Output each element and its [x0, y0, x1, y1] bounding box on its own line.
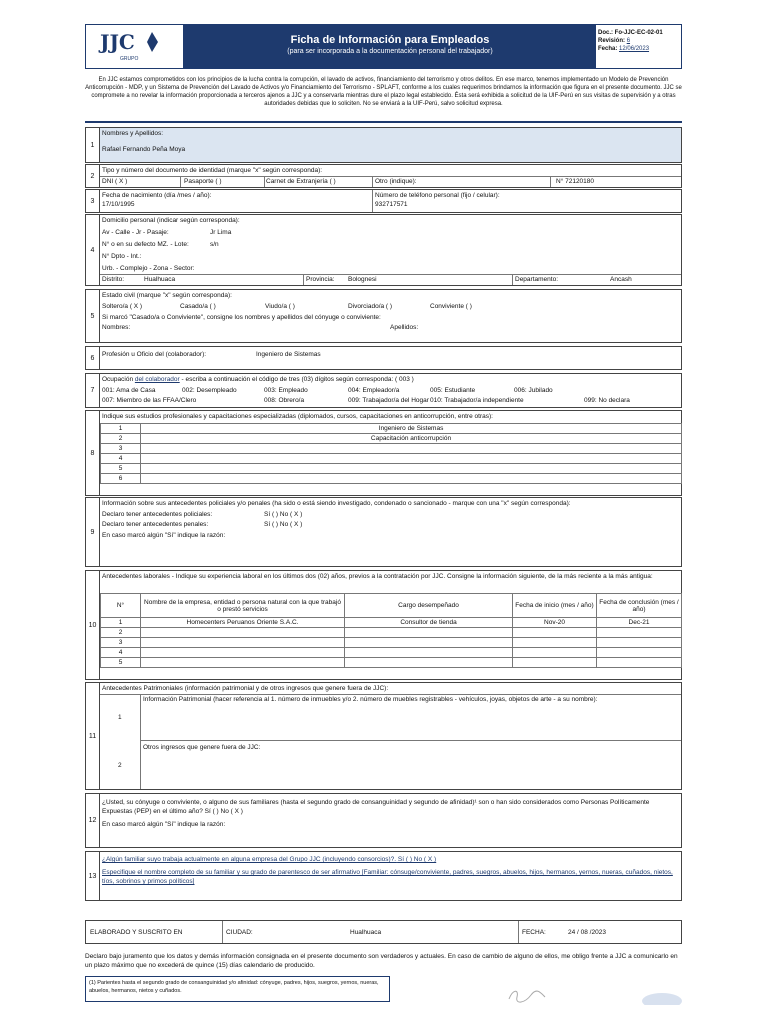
urb-label: Urb. - Complejo - Zona - Sector: [102, 265, 195, 272]
street-field[interactable]: Jr Lima [210, 229, 232, 236]
signed-in-label: ELABORADO Y SUSCRITO EN [90, 929, 183, 936]
section-2 [85, 164, 682, 188]
pep-question: ¿Usted, su cónyuge o conviviente, o alguno de sus familiares (hasta el segundo grado de consanguinidad y segundo de afinidad)¹ son o han sido considerados como Personas Políticamente Expuestas (PEP) en el último año? Sí ( ) No ( X ) [102, 799, 650, 815]
occupation-code: 003: Empleado [264, 387, 308, 394]
profession-label: Profesión u Oficio del (colaborador): [102, 351, 207, 358]
section-11 [85, 682, 682, 790]
section-1 [85, 127, 682, 163]
occupation-code: 099: No declara [584, 397, 630, 404]
id-doc-label: Tipo y número del documento de identidad (marque "x" según corresponda): [102, 167, 323, 174]
occupation-code: 008: Obrero/a [264, 397, 305, 404]
birth-field[interactable]: 17/10/1995 [102, 201, 135, 208]
city-label: CIUDAD: [226, 929, 253, 936]
logo-subtext: GRUPO [120, 56, 139, 62]
table-row: 2 Capacitación anticorrupción [101, 434, 682, 444]
declaration-text: Declaro bajo juramento que los datos y demás información consignada en el presente documento son verdaderos y actuales. En caso de cambio de alguno de ellos, me obligo frente a JJC a comunicarlo en un plazo máximo que no excederá de quince (15) días calendario de producido. [85, 953, 678, 969]
section-8 [85, 410, 682, 496]
assets-info-field[interactable]: Información Patrimonial (hacer referencia al 1. número de inmuebles y/o 2. número de muebles registrables - vehículos, joyas, objetos de arte - a su nombre): [143, 696, 598, 703]
section-number: 2 [86, 165, 100, 187]
date-line: Fecha: 12/06/2023 [598, 46, 650, 52]
casado-option[interactable]: Casado/a ( ) [180, 303, 216, 310]
section-number: 8 [86, 411, 100, 495]
table-header: N° Nombre de la empresa, entidad o persona natural con la que trabajó o prestó servicios Cargo desempeñado Fecha de inicio (mes / año) Fecha de conclusión (mes / año) [101, 594, 682, 618]
lot-label: N° o en su defecto MZ. - Lote: [102, 241, 189, 248]
carnet-option[interactable]: Carnet de Extranjería ( ) [266, 178, 336, 185]
table-row: 3 [101, 638, 682, 648]
section-number: 9 [86, 498, 100, 566]
section-number: 11 [86, 683, 100, 789]
otro-option[interactable]: Otro (indique): [375, 178, 417, 185]
section-4 [85, 214, 682, 286]
conviviente-option[interactable]: Conviviente ( ) [430, 303, 472, 310]
intro-text: En JJC estamos comprometidos con los principios de la lucha contra la corrupción, el lavado de activos, financiamiento del terrorismo y otros delitos. En ese marco, tenemos implementado un Modelo de Prevención Anticorrupción - MDP, y un Sistema de Prevención del Lavado de Activos y/o Financiamiento del Terrorismo - SPLAFT, conforme a los cuales requerimos brindarnos la información que figura en el presente documento. JJC se compromete a no revelar la información proporcionada a terceros ajenos a JJC y a conservarla mientras dure el plazo legal establecido. Ésta será exhibida a solicitud de la UIF-Perú en sus visitas de supervisión y a otras autoridades debidas que lo soliciten. No se enviará a la UIF-Perú, salvo solicitud expresa. [85, 77, 682, 107]
spouse-names-label: Nombres: [102, 324, 131, 331]
phone-label: Número de teléfono personal (fijo / celular): [375, 192, 500, 199]
section-10 [85, 570, 682, 680]
logo-text: JJC [100, 30, 135, 54]
studies-table [100, 423, 682, 484]
occupation-code: 010: Trabajador/a independiente [430, 397, 524, 404]
section-3 [85, 189, 682, 213]
date-label: FECHA: [522, 929, 546, 936]
doc-info [596, 25, 682, 68]
occupation-code: 004: Empleador/a [348, 387, 400, 394]
occupation-code: 005: Estudiante [430, 387, 476, 394]
criminal-label: Información sobre sus antecedentes policiales y/o penales (ha sido o está siendo investigado, condenado o sancionado - marque con una "x" según corresponda): [102, 500, 571, 507]
table-row: 6 [101, 474, 682, 484]
profession-field[interactable]: Ingeniero de Sistemas [256, 351, 321, 358]
name-field[interactable]: Rafael Fernando Peña Moya [102, 146, 186, 153]
birth-label: Fecha de nacimiento (día /mes / año): [102, 192, 212, 199]
spouse-surnames-label: Apellidos: [390, 324, 419, 331]
doc-code: Doc.: Fo-JJC-EC-02-01 [598, 30, 663, 36]
id-number-field[interactable]: N° 72120180 [556, 178, 595, 185]
relative-question: ¿Algún familiar suyo trabaja actualmente en alguna empresa del Grupo JJC (incluyendo consorcios)?. Sí ( ) No ( X ) [102, 856, 437, 863]
occupation-code: 001: Ama de Casa [102, 387, 156, 394]
city-field[interactable]: Hualhuaca [350, 929, 382, 936]
section-number: 1 [86, 128, 100, 162]
signature-mark-icon [505, 985, 565, 1005]
form-header [85, 24, 682, 69]
reason-label: En caso marcó algún "Sí" indique la razón: [102, 821, 226, 828]
soltero-option[interactable]: Soltero/a ( X ) [102, 303, 143, 310]
assets-row-number: 2 [118, 762, 122, 769]
table-row: 1 Ingeniero de Sistemas [101, 424, 682, 434]
table-row: 4 [101, 648, 682, 658]
phone-field[interactable]: 932717571 [375, 201, 408, 208]
street-label: Av - Calle - Jr - Pasaje: [102, 229, 169, 236]
police-record-label: Declaro tener antecedentes policiales: [102, 511, 213, 518]
province-label: Provincia: [306, 276, 335, 283]
relative-options[interactable]: Sí ( ) No ( X ) [397, 856, 437, 863]
dept-label: Departamento: [515, 276, 558, 283]
occupation-code: 002: Desempleado [182, 387, 237, 394]
date-field[interactable]: 24 / 08 /2023 [568, 929, 606, 936]
reason-label: En caso marcó algún "Sí" indique la razón: [102, 532, 226, 539]
company-logo [86, 25, 184, 68]
penal-record-options[interactable]: Sí ( ) No ( X ) [264, 521, 303, 528]
table-row: 1 Homecenters Peruanos Oriente S.A.C. Consultor de tienda Nov-20 Dec-21 [101, 618, 682, 628]
district-field[interactable]: Hualhuaca [144, 276, 176, 283]
other-income-field[interactable]: Otros ingresos que genere fuera de JJC: [143, 744, 261, 751]
police-record-options[interactable]: Sí ( ) No ( X ) [264, 511, 303, 518]
section-number: 5 [86, 290, 100, 342]
table-row: 2 [101, 628, 682, 638]
pasaporte-option[interactable]: Pasaporte ( ) [184, 178, 222, 185]
form-title: Ficha de Información para Empleados [290, 34, 490, 46]
section-9 [85, 497, 682, 567]
dept-field[interactable]: Ancash [610, 276, 632, 283]
dni-option[interactable]: DNI ( X ) [102, 178, 128, 185]
revision-line: Revisión: 6 [598, 38, 631, 44]
address-label: Domicilio personal (indicar según corresponda): [102, 217, 240, 224]
section-number: 3 [86, 190, 100, 212]
name-label: Nombres y Apellidos: [102, 130, 164, 137]
divider [85, 121, 682, 123]
logo-mark-icon [144, 32, 158, 52]
section-5 [85, 289, 682, 343]
province-field[interactable]: Bolognesi [348, 276, 377, 283]
table-row: 5 [101, 658, 682, 668]
section-12 [85, 793, 682, 848]
section-6 [85, 346, 682, 370]
title-box [184, 25, 596, 68]
penal-record-label: Declaro tener antecedentes penales: [102, 521, 209, 528]
table-row: 5 [101, 464, 682, 474]
work-history-label: Antecedentes laborales - Indique su experiencia laboral en los últimos dos (02) años, previos a la contratación por JJC. Consigne la información siguiente, de la más reciente a la más antigua: [102, 573, 653, 580]
footnote: (1) Parientes hasta el segundo grado de consanguinidad y/o afinidad: cónyuge, padres, hijos, suegros, yernos, nueras, abuelos, hermanos, nietos y cuñados. [85, 976, 390, 1002]
section-7 [85, 373, 682, 408]
section-number: 6 [86, 347, 100, 369]
table-row: 3 [101, 444, 682, 454]
stamp-mark-icon [640, 985, 685, 1005]
district-label: Distrito: [102, 276, 125, 283]
dpto-label: N° Dpto - Int.: [102, 253, 142, 260]
divorciado-option[interactable]: Divorciado/a ( ) [348, 303, 393, 310]
occupation-label: Ocupación del colaborador - escriba a continuación el código de tres (03) dígitos según corresponda: ( 003 ) [102, 376, 414, 383]
section-13 [85, 851, 682, 901]
table-row: 4 [101, 454, 682, 464]
viudo-option[interactable]: Viudo/a ( ) [265, 303, 295, 310]
section-number: 12 [86, 794, 100, 847]
occupation-code: 006: Jubilado [514, 387, 553, 394]
civil-label: Estado civil (marque "x" según corresponda): [102, 292, 232, 299]
signature-row [85, 920, 682, 944]
assets-label: Antecedentes Patrimoniales (información patrimonial y de otros ingresos que genere fuera de JJC): [102, 685, 389, 692]
section-number: 4 [86, 215, 100, 285]
occupation-code: 007: Miembro de las FFAA/Clero [102, 397, 197, 404]
assets-row-number: 1 [118, 714, 122, 721]
occupation-code: 009: Trabajador/a del Hogar [348, 397, 429, 404]
section-number: 13 [86, 852, 100, 900]
studies-label: Indique sus estudios profesionales y capacitaciones especializadas (diplomados, cursos, capacitaciones en anticorrupción, entre otras): [102, 413, 493, 420]
spouse-label: Si marcó "Casado/a o Conviviente", consigne los nombres y apellidos del cónyuge o conviviente: [102, 314, 381, 321]
relative-spec-label: Especifique el nombre completo de su familiar y su grado de parentesco de ser afirmativo [Familiar: cónsuge/conviviente, padres, suegros, abuelos, hijos, hermanos, yernos, nueras, cuñados, nietos, tíos, sobrinos y primos políticos] [102, 869, 673, 885]
pep-options[interactable]: Sí ( ) No ( X ) [204, 808, 243, 815]
lot-field[interactable]: s/n [210, 241, 219, 248]
section-number: 7 [86, 374, 100, 407]
section-number: 10 [86, 571, 100, 679]
form-subtitle: (para ser incorporada a la documentación personal del trabajador) [287, 48, 493, 55]
work-history-table [100, 593, 682, 668]
